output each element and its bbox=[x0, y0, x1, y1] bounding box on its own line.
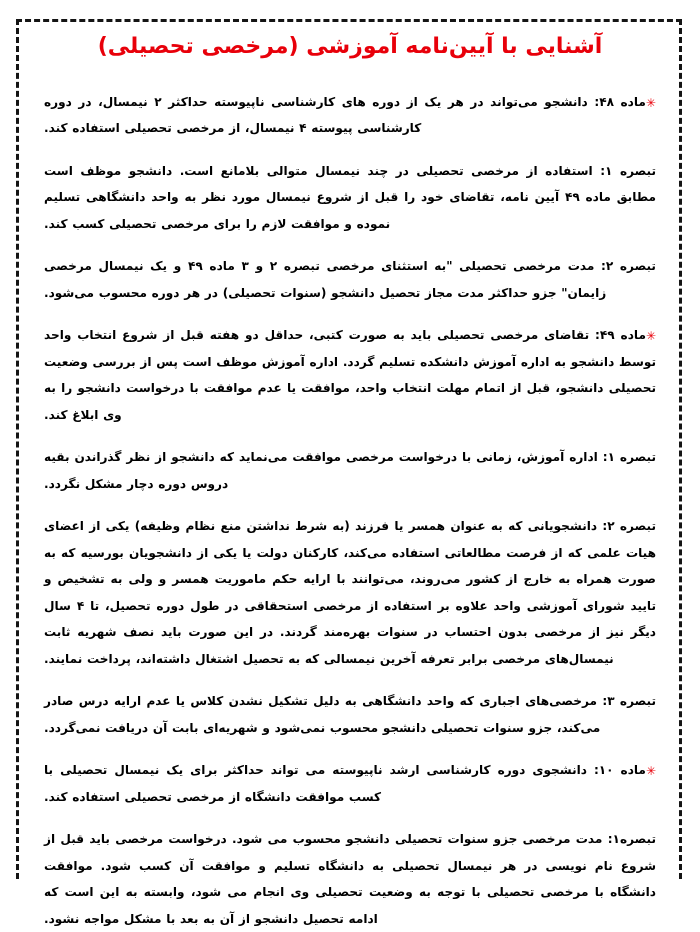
document-body bbox=[0, 89, 700, 932]
paragraph-article-48-note-2 bbox=[44, 253, 656, 306]
paragraph-text: ماده ۴۸: دانشجو می‌تواند در هر یک از دوره های کارشناسی ناپیوسته حداکثر ۲ نیمسال، در دوره کارشناسی پیوسته ۴ نیمسال، از مرخصی تحصیلی استفاده کند. bbox=[44, 95, 646, 136]
red-asterisk-icon: ✳ bbox=[646, 765, 656, 777]
paragraph-article-49-note-3 bbox=[44, 688, 656, 741]
paragraph-text: تبصره۱: مدت مرخصی جزو سنوات تحصیلی دانشجو محسوب می شود. درخواست مرخصی باید قبل از شروع نام نویسی در هر نیمسال تحصیلی به دانشگاه تسلیم و موافقت آن کسب شود. موافقت دانشگاه با مرخصی تحصیلی با توجه به وضعیت تحصیلی وی انجام می شود، وابسته به این است که ادامه تحصیل دانشجو از آن به بعد با مشکل مواجه نشود. bbox=[44, 832, 656, 926]
paragraph-text: تبصره ۱: اداره آموزش، زمانی با درخواست مرخصی موافقت می‌نماید که دانشجو از نظر گذراندن بقیه دروس دوره دچار مشکل نگردد. bbox=[44, 450, 656, 491]
paragraph-article-49 bbox=[44, 322, 656, 428]
page-title: آشنایی با آیین‌نامه آموزشی (مرخصی تحصیلی) bbox=[0, 0, 700, 61]
paragraph-article-10 bbox=[44, 757, 656, 810]
red-asterisk-icon: ✳ bbox=[646, 330, 656, 342]
paragraph-article-10-note-1 bbox=[44, 826, 656, 932]
paragraph-text: تبصره ۲: مدت مرخصی تحصیلی "به استثنای مرخصی تبصره ۲ و ۳ ماده ۴۹ و یک نیمسال مرخصی زایمان" جزو حداکثر مدت مجاز تحصیل دانشجو (سنوات تحصیلی) در هر دوره محسوب می‌شود. bbox=[44, 259, 656, 300]
paragraph-article-48 bbox=[44, 89, 656, 142]
paragraph-text: تبصره ۲: دانشجویانی که به عنوان همسر یا فرزند (به شرط نداشتن منع نظام وظیفه) یکی از اعضای هیات علمی که از فرصت مطالعاتی استفاده می‌کند، کارکنان دولت یا یکی از دانشجویان بورسیه که به صورت همراه به خارج از کشور می‌روند، می‌توانند با ارایه حکم ماموریت همسر و ولی به تشخیص و تایید شورای آموزشی واحد علاوه بر استفاده از مرخصی استحقاقی در طول دوره تحصیل، تا ۴ سال دیگر نیز از مرخصی بدون احتساب در سنوات بهره‌مند گردند. در این صورت باید نصف شهریه ثابت نیمسال‌های مرخصی برابر تعرفه آخرین نیمسالی که به تحصیل اشتغال داشته‌اند، پرداخت نمایند. bbox=[44, 519, 656, 666]
paragraph-text: تبصره ۳: مرخصی‌های اجباری که واحد دانشگاهی به دلیل تشکیل نشدن کلاس یا عدم ارایه درس صادر می‌کند، جزو سنوات تحصیلی دانشجو محسوب نمی‌شود و شهریه‌ای بابت آن دریافت نمی‌گردد. bbox=[44, 694, 656, 735]
red-asterisk-icon: ✳ bbox=[646, 97, 656, 109]
paragraph-article-49-note-1 bbox=[44, 444, 656, 497]
paragraph-text: تبصره ۱: استفاده از مرخصی تحصیلی در چند نیمسال متوالی بلامانع است. دانشجو موظف است مطابق ماده ۴۹ آیین نامه، تقاضای خود را قبل از شروع نیمسال مورد نظر به واحد دانشگاهی تسلیم نموده و موافقت لازم را برای مرخصی تحصیلی کسب کند. bbox=[44, 164, 656, 231]
paragraph-article-49-note-2 bbox=[44, 513, 656, 672]
paragraph-text: ماده ۱۰: دانشجوی دوره کارشناسی ارشد ناپیوسته می تواند حداکثر برای یک نیمسال تحصیلی با کسب موافقت دانشگاه از مرخصی تحصیلی استفاده کند. bbox=[44, 763, 646, 804]
paragraph-article-48-note-1 bbox=[44, 158, 656, 238]
paragraph-text: ماده ۴۹: تقاضای مرخصی تحصیلی باید به صورت کتبی، حداقل دو هفته قبل از شروع انتخاب واحد توسط دانشجو به اداره آموزش دانشکده تسلیم گردد. اداره آموزش موظف است پس از بررسی وضعیت تحصیلی دانشجو، قبل از اتمام مهلت انتخاب واحد، موافقت یا عدم موافقت با درخواست دانشجو را به وی ابلاغ کند. bbox=[44, 328, 656, 422]
